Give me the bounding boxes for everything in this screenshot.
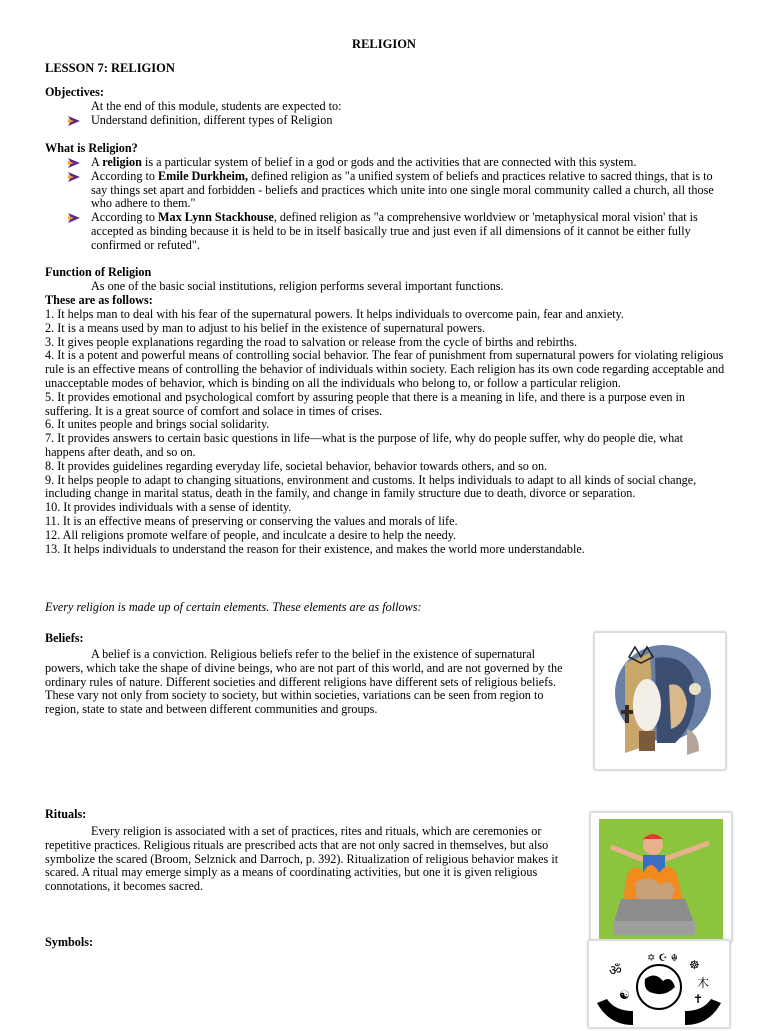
svg-text:☸: ☸ bbox=[689, 958, 700, 972]
bold-term: religion bbox=[102, 155, 142, 169]
function-heading: Function of Religion bbox=[45, 265, 152, 279]
objective-text: Understand definition, different types of Religion bbox=[91, 113, 333, 127]
list-item: 13. It helps individuals to understand the reason for their existence, and makes the world more understandable. bbox=[45, 541, 585, 556]
bullet-arrow-icon bbox=[68, 172, 80, 182]
objectives-heading: Objectives: bbox=[45, 85, 104, 99]
svg-text:✝: ✝ bbox=[693, 992, 704, 1006]
list-item: According to Emile Durkheim, defined religion as "a unified system of beliefs and practices relative to sacred things, that is to say things set apart and forbidden - beliefs and practices which unite into one single moral community called a church, all those who adhere to them." bbox=[68, 170, 728, 211]
list-item bbox=[68, 114, 728, 128]
objectives-intro: At the end of this module, students are expected to: bbox=[91, 99, 342, 113]
definitions-list bbox=[68, 156, 728, 253]
list-item: According to Max Lynn Stackhouse, defined religion as "a comprehensive worldview or 'metaphysical moral vision' that is accepted as binding because it is held to be in itself basically true and just even if all dimensions of it cannot be either fully confirmed or refuted". bbox=[68, 211, 728, 252]
list-item: 1. It helps man to deal with his fear of the supernatural powers. It helps individuals to overcome pain, fear and anxiety. bbox=[45, 307, 624, 321]
svg-text:ॐ: ॐ bbox=[609, 963, 622, 979]
list-item: 8. It provides guidelines regarding everyday life, societal behavior, behavior towards others, and so on. bbox=[45, 458, 548, 473]
svg-text:✡ ☪ ☬: ✡ ☪ ☬ bbox=[647, 953, 678, 964]
list-item: 11. It is an effective means of preserving or conserving the values and morals of life. bbox=[45, 513, 458, 528]
list-item: 10. It provides individuals with a sense of identity. bbox=[45, 500, 292, 515]
list-item: 12. All religions promote welfare of people, and inculcate a desire to help the needy. bbox=[45, 527, 457, 542]
beliefs-paragraph: A belief is a conviction. Religious beliefs refer to the belief in the existence of supernatural powers, which take the shape of divine beings, who are not part of this world, and are not governed by the ordinary rules of nature. Different societies and different religions have different sets of religious beliefs. These vary not only from society to society, but within societies, variations can be seen from region to region, state to state and between different communities and groups. bbox=[45, 647, 563, 717]
bold-term: Max Lynn Stackhouse bbox=[158, 210, 274, 225]
list-item: A religion is a particular system of belief in a god or gods and the activities that are connected with this system. bbox=[68, 156, 728, 170]
svg-text:☯: ☯ bbox=[619, 988, 630, 1002]
function-subheading: These are as follows: bbox=[45, 293, 153, 307]
faces-collage-image bbox=[595, 633, 725, 769]
bullet-arrow-icon bbox=[68, 116, 80, 126]
bullet-arrow-icon bbox=[68, 158, 80, 168]
rituals-paragraph: Every religion is associated with a set of practices, rites and rituals, which are ceremonies or repetitive practices. Religious rituals are prescribed acts that are not only sacred in themselves, but also symbolize the scared (Broom, Selznick and Darroch, p. 392). Ritualization of religious behavior makes it scared. A ritual may emerge simply as a means of coordinating activities, but one it is given religious connotations, it becomes sacred. bbox=[45, 824, 559, 894]
list-item: 6. It unites people and brings social solidarity. bbox=[45, 417, 270, 432]
list-item: 2. It is a means used by man to adjust to his belief in the existence of supernatural powers. bbox=[45, 320, 485, 335]
list-item: 5. It provides emotional and psychological comfort by assuring people that there is a meaning in life, and there is a purpose even in suffering. It is a great source of comfort and solace in times of crises. bbox=[45, 389, 686, 418]
religious-symbols-image bbox=[589, 941, 729, 1027]
symbols-heading: Symbols: bbox=[45, 935, 94, 949]
rituals-heading: Rituals: bbox=[45, 807, 87, 821]
list-item: 9. It helps people to adapt to changing situations, environment and customs. It helps individuals to adapt to all kinds of social change, including change in marital status, death in the family, and change in family structure due to death, divorce or separation. bbox=[45, 472, 697, 501]
symbols-illustration bbox=[588, 940, 730, 1028]
objectives-list bbox=[68, 114, 728, 128]
page-title: RELIGION bbox=[352, 37, 416, 51]
lesson-heading: LESSON 7: RELIGION bbox=[45, 61, 175, 75]
elements-intro: Every religion is made up of certain elements. These elements are as follows: bbox=[45, 600, 422, 614]
list-item: 7. It provides answers to certain basic questions in life—what is the purpose of life, why do people suffer, why do people die, what happens after death, and so on. bbox=[45, 431, 683, 459]
list-item: 3. It gives people explanations regarding the road to salvation or release from the cycle of births and rebirths. bbox=[45, 334, 578, 349]
svg-text:木: 木 bbox=[697, 976, 710, 990]
bold-term: Emile Durkheim, bbox=[158, 168, 249, 183]
functions-list bbox=[45, 308, 725, 556]
beliefs-heading: Beliefs: bbox=[45, 631, 84, 645]
fire-ritual-image bbox=[591, 813, 731, 941]
rituals-illustration bbox=[590, 812, 732, 942]
list-item: 4. It is a potent and powerful means of controlling social behavior. The fear of punishment from supernatural powers for violating religious rule is an effective means of controlling the behavior of individuals within society. Each religion has its own code regarding acceptable and unacceptable modes of behavior, which is binding on all the individuals who belong to, or follow a particular religion. bbox=[45, 348, 725, 390]
bullet-arrow-icon bbox=[68, 213, 80, 223]
what-is-heading: What is Religion? bbox=[45, 141, 138, 155]
function-intro: As one of the basic social institutions, religion performs several important functions. bbox=[91, 279, 504, 293]
beliefs-illustration bbox=[594, 632, 726, 770]
